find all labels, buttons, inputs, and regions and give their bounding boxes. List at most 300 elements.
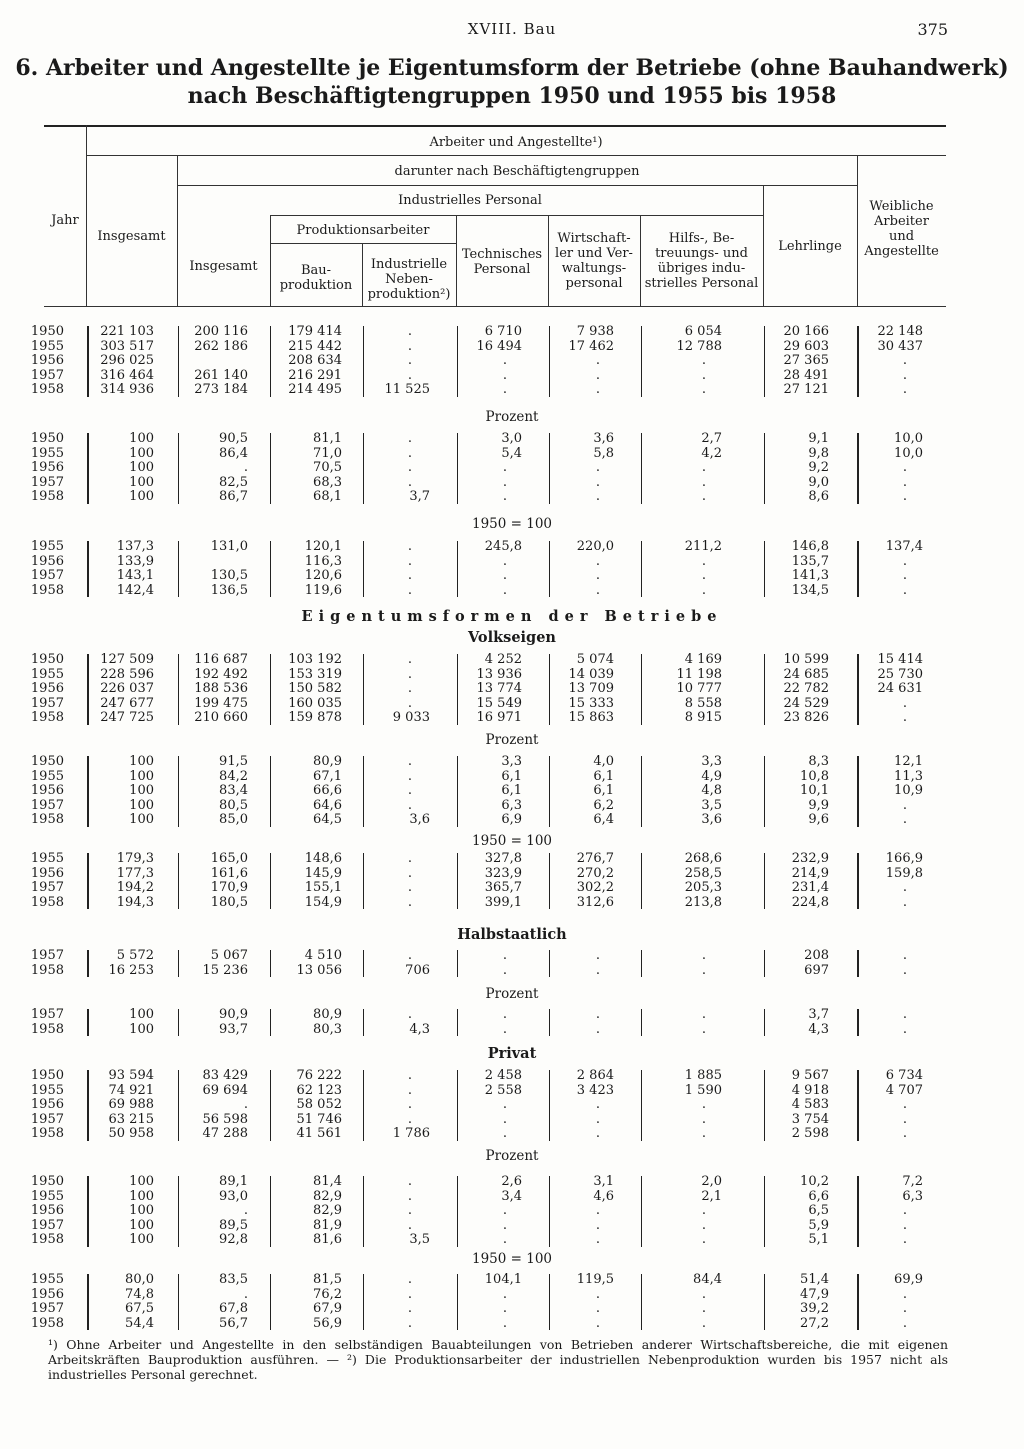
table-row bbox=[0, 949, 1024, 964]
cell-bau: 51 746 bbox=[296, 1111, 342, 1127]
cell-insgesamt: 221 103 bbox=[100, 324, 154, 339]
cell-insgesamt-ind: 130,5 bbox=[210, 568, 248, 584]
block-heading-privat: Privat bbox=[487, 1045, 537, 1062]
cell-insgesamt: 74,8 bbox=[125, 1286, 154, 1302]
cell-bau: 81,5 bbox=[313, 1272, 342, 1287]
running-head bbox=[0, 20, 1024, 42]
cell-bau: 70,5 bbox=[313, 460, 342, 476]
cell-insgesamt: 127 509 bbox=[100, 652, 154, 667]
cell-wirt: . bbox=[595, 460, 601, 476]
cell-bau: 64,6 bbox=[313, 797, 342, 813]
table-row bbox=[0, 1273, 1024, 1288]
cell-year: 1958 bbox=[30, 1126, 64, 1142]
cell-year: 1956 bbox=[30, 1286, 64, 1302]
cell-weib: . bbox=[902, 1111, 908, 1127]
table-row bbox=[0, 697, 1024, 712]
cell-weib: . bbox=[902, 582, 908, 598]
cell-tech: . bbox=[502, 962, 508, 978]
cell-year: 1958 bbox=[30, 812, 64, 828]
cell-hilfs: . bbox=[701, 489, 707, 505]
table-row bbox=[0, 784, 1024, 799]
table-row bbox=[0, 432, 1024, 447]
table-row bbox=[0, 813, 1024, 828]
cell-weib: . bbox=[902, 1301, 908, 1317]
cell-bau: 64,5 bbox=[313, 812, 342, 828]
cell-year: 1957 bbox=[30, 797, 64, 813]
cell-neben: . bbox=[407, 460, 413, 476]
cell-bau: 159 878 bbox=[288, 710, 342, 726]
col-header-tech bbox=[456, 247, 548, 277]
cell-tech: . bbox=[502, 1097, 508, 1113]
cell-tech: . bbox=[502, 1286, 508, 1302]
cell-neben: . bbox=[407, 880, 413, 896]
cell-weib: . bbox=[902, 382, 908, 398]
cell-insgesamt-ind: 200 116 bbox=[194, 324, 248, 339]
cell-bau: 68,1 bbox=[313, 489, 342, 505]
cell-wirt: . bbox=[595, 1286, 601, 1302]
cell-bau: 62 123 bbox=[296, 1082, 342, 1098]
cell-neben: . bbox=[407, 768, 413, 784]
cell-insgesamt-ind: 170,9 bbox=[210, 880, 248, 896]
cell-wirt: 15 333 bbox=[568, 695, 614, 711]
cell-wirt: 302,2 bbox=[576, 880, 614, 896]
col-header-insgesamt-ind: Insgesamt bbox=[189, 259, 258, 274]
cell-insgesamt-ind: 86,4 bbox=[219, 445, 248, 461]
cell-lehr: 28 491 bbox=[783, 367, 829, 383]
footnote: ¹) Ohne Arbeiter und Angestellte in den selbständigen Bauabteilungen von Betrieben anderer Wirtschaftsbereiche, die mit eigenen Arbeitskräften Bauproduktion ausführen. — ²) Die Produktionsarbeiter der industriellen Nebenproduktion wurden bis 1957 nicht als industrielles Personal gerechnet. bbox=[48, 1337, 948, 1382]
cell-tech: . bbox=[502, 582, 508, 598]
cell-wirt: 15 863 bbox=[568, 710, 614, 726]
cell-bau: 82,9 bbox=[313, 1188, 342, 1204]
col-header-hilfs-line: Hilfs-, Be- bbox=[668, 231, 735, 246]
table-row bbox=[0, 1069, 1024, 1084]
cell-neben: . bbox=[407, 1111, 413, 1127]
cell-bau: 103 192 bbox=[288, 652, 342, 667]
cell-tech: 6,3 bbox=[501, 797, 522, 813]
cell-tech: . bbox=[502, 489, 508, 505]
cell-hilfs: 205,3 bbox=[684, 880, 722, 896]
header-rule bbox=[177, 185, 857, 186]
cell-insgesamt: 143,1 bbox=[116, 568, 154, 584]
cell-insgesamt-ind: 91,5 bbox=[219, 754, 248, 769]
cell-insgesamt: 100 bbox=[129, 1174, 154, 1189]
cell-neben: . bbox=[407, 695, 413, 711]
cell-lehr: 146,8 bbox=[791, 539, 829, 554]
cell-weib: . bbox=[902, 1126, 908, 1142]
cell-tech: . bbox=[502, 553, 508, 569]
cell-neben: 11 525 bbox=[384, 382, 430, 398]
cell-weib: . bbox=[902, 474, 908, 490]
cell-tech: 6 710 bbox=[484, 324, 522, 339]
cell-hilfs: 3,6 bbox=[701, 812, 722, 828]
cell-insgesamt-ind: 116 687 bbox=[194, 652, 248, 667]
cell-weib: 7,2 bbox=[902, 1174, 923, 1189]
cell-lehr: 51,4 bbox=[800, 1272, 829, 1287]
table-row bbox=[0, 668, 1024, 683]
table-row bbox=[0, 852, 1024, 867]
cell-lehr: 3,7 bbox=[808, 1007, 829, 1022]
cell-wirt: 5,8 bbox=[593, 445, 614, 461]
cell-wirt: 6,1 bbox=[593, 783, 614, 799]
cell-weib: 137,4 bbox=[885, 539, 923, 554]
col-header-neben bbox=[362, 257, 456, 302]
cell-year: 1958 bbox=[30, 1232, 64, 1248]
table-row bbox=[0, 369, 1024, 384]
cell-hilfs: 2,1 bbox=[701, 1188, 722, 1204]
cell-weib: . bbox=[902, 353, 908, 369]
cell-insgesamt-ind: 83,4 bbox=[219, 783, 248, 799]
cell-weib: 10,9 bbox=[894, 783, 923, 799]
cell-neben: . bbox=[407, 539, 413, 554]
block-heading-prozent: Prozent bbox=[485, 732, 539, 748]
cell-insgesamt-ind: 161,6 bbox=[210, 865, 248, 881]
col-header-neben-line: produktion²) bbox=[367, 287, 451, 302]
cell-neben: 3,6 bbox=[409, 812, 430, 828]
cell-tech: . bbox=[502, 1021, 508, 1037]
cell-weib: 11,3 bbox=[894, 768, 923, 784]
table-row bbox=[0, 711, 1024, 726]
cell-year: 1957 bbox=[30, 948, 64, 963]
cell-weib: 6 734 bbox=[885, 1068, 923, 1083]
table-row bbox=[0, 1023, 1024, 1038]
table-row bbox=[0, 555, 1024, 570]
cell-neben: . bbox=[407, 582, 413, 598]
cell-tech: 3,0 bbox=[501, 431, 522, 446]
cell-year: 1950 bbox=[30, 1174, 64, 1189]
cell-insgesamt: 74 921 bbox=[108, 1082, 154, 1098]
cell-year: 1956 bbox=[30, 1203, 64, 1219]
cell-hilfs: . bbox=[701, 1203, 707, 1219]
col-header-group: Arbeiter und Angestellte¹) bbox=[429, 135, 603, 150]
col-header-insgesamt: Insgesamt bbox=[97, 229, 166, 244]
col-header-wirt bbox=[548, 231, 640, 291]
cell-year: 1957 bbox=[30, 880, 64, 896]
col-header-tech-line: Personal bbox=[473, 262, 531, 277]
cell-bau: 80,9 bbox=[313, 754, 342, 769]
cell-insgesamt-ind: 180,5 bbox=[210, 894, 248, 910]
cell-hilfs: . bbox=[701, 1126, 707, 1142]
cell-weib: . bbox=[902, 1217, 908, 1233]
cell-hilfs: . bbox=[701, 1097, 707, 1113]
cell-wirt: . bbox=[595, 962, 601, 978]
header-top-rule bbox=[44, 125, 946, 127]
cell-lehr: 27 365 bbox=[783, 353, 829, 369]
cell-lehr: 27 121 bbox=[783, 382, 829, 398]
cell-hilfs: 11 198 bbox=[676, 666, 722, 682]
cell-neben: 4,3 bbox=[409, 1021, 430, 1037]
cell-insgesamt: 247 677 bbox=[100, 695, 154, 711]
cell-insgesamt: 296 025 bbox=[100, 353, 154, 369]
block-heading-index: 1950 = 100 bbox=[471, 833, 553, 849]
cell-neben: . bbox=[407, 1203, 413, 1219]
col-header-hilfs-line: treuungs- und bbox=[655, 246, 748, 261]
cell-weib: 30 437 bbox=[877, 338, 923, 354]
cell-hilfs: 8 558 bbox=[684, 695, 722, 711]
table-row bbox=[0, 1113, 1024, 1128]
cell-tech: 13 936 bbox=[476, 666, 522, 682]
cell-tech: 327,8 bbox=[484, 851, 522, 866]
col-header-wirt-line: ler und Ver- bbox=[555, 246, 633, 261]
cell-weib: 69,9 bbox=[894, 1272, 923, 1287]
cell-year: 1956 bbox=[30, 553, 64, 569]
col-header-weiblich bbox=[857, 199, 946, 259]
cell-hilfs: . bbox=[701, 962, 707, 978]
cell-wirt: 6,4 bbox=[593, 812, 614, 828]
cell-hilfs: 268,6 bbox=[684, 851, 722, 866]
cell-weib: . bbox=[902, 1021, 908, 1037]
table-row bbox=[0, 1084, 1024, 1099]
block-heading-volkseigen: Volkseigen bbox=[468, 629, 556, 646]
cell-tech: 13 774 bbox=[476, 681, 522, 697]
cell-insgesamt: 54,4 bbox=[125, 1315, 154, 1331]
cell-year: 1956 bbox=[30, 865, 64, 881]
table-row bbox=[0, 1190, 1024, 1205]
cell-wirt: 3,6 bbox=[593, 431, 614, 446]
cell-weib: 24 631 bbox=[877, 681, 923, 697]
cell-weib: 25 730 bbox=[877, 666, 923, 682]
cell-insgesamt-ind: 83 429 bbox=[202, 1068, 248, 1083]
cell-hilfs: . bbox=[701, 1021, 707, 1037]
cell-neben: . bbox=[407, 1217, 413, 1233]
cell-insgesamt: 226 037 bbox=[100, 681, 154, 697]
cell-wirt: . bbox=[595, 1021, 601, 1037]
cell-lehr: 27,2 bbox=[800, 1315, 829, 1331]
cell-insgesamt-ind: 69 694 bbox=[202, 1082, 248, 1098]
cell-hilfs: . bbox=[701, 1301, 707, 1317]
cell-hilfs: . bbox=[701, 367, 707, 383]
cell-year: 1956 bbox=[30, 353, 64, 369]
cell-insgesamt: 50 958 bbox=[108, 1126, 154, 1142]
cell-wirt: . bbox=[595, 1126, 601, 1142]
cell-lehr: 6,5 bbox=[808, 1203, 829, 1219]
block-heading-prozent: Prozent bbox=[485, 1148, 539, 1164]
cell-year: 1955 bbox=[30, 1272, 64, 1287]
cell-insgesamt-ind: 92,8 bbox=[219, 1232, 248, 1248]
table-row bbox=[0, 755, 1024, 770]
cell-lehr: 9,9 bbox=[808, 797, 829, 813]
cell-tech: . bbox=[502, 1217, 508, 1233]
cell-lehr: 214,9 bbox=[791, 865, 829, 881]
header-bottom-rule bbox=[44, 306, 946, 307]
cell-hilfs: 4,9 bbox=[701, 768, 722, 784]
cell-year: 1955 bbox=[30, 1082, 64, 1098]
cell-year: 1955 bbox=[30, 768, 64, 784]
cell-tech: 104,1 bbox=[484, 1272, 522, 1287]
cell-hilfs: . bbox=[701, 1217, 707, 1233]
table-row bbox=[0, 653, 1024, 668]
cell-insgesamt: 100 bbox=[129, 1007, 154, 1022]
cell-neben: . bbox=[407, 1082, 413, 1098]
cell-bau: 76,2 bbox=[313, 1286, 342, 1302]
cell-bau: 120,1 bbox=[304, 539, 342, 554]
table-row bbox=[0, 1098, 1024, 1113]
cell-neben: . bbox=[407, 894, 413, 910]
cell-tech: 6,1 bbox=[501, 783, 522, 799]
col-header-produktion: Produktionsarbeiter bbox=[296, 223, 430, 238]
cell-hilfs: . bbox=[701, 474, 707, 490]
cell-tech: . bbox=[502, 460, 508, 476]
cell-wirt: . bbox=[595, 353, 601, 369]
cell-year: 1957 bbox=[30, 367, 64, 383]
cell-lehr: 10,1 bbox=[800, 783, 829, 799]
col-header-bau-line: Bau- bbox=[300, 263, 332, 278]
table-row bbox=[0, 867, 1024, 882]
col-header-wirt-line: personal bbox=[565, 276, 623, 291]
cell-tech: 2 458 bbox=[484, 1068, 522, 1083]
cell-tech: 6,9 bbox=[501, 812, 522, 828]
cell-tech: . bbox=[502, 474, 508, 490]
cell-insgesamt-ind: . bbox=[243, 1203, 248, 1219]
cell-neben: . bbox=[407, 1007, 413, 1022]
cell-wirt: 7 938 bbox=[576, 324, 614, 339]
cell-insgesamt-ind: 165,0 bbox=[210, 851, 248, 866]
table-row bbox=[0, 1127, 1024, 1142]
cell-bau: 150 582 bbox=[288, 681, 342, 697]
cell-weib: . bbox=[902, 1286, 908, 1302]
cell-bau: 13 056 bbox=[296, 962, 342, 978]
cell-wirt: . bbox=[595, 553, 601, 569]
cell-neben: . bbox=[407, 1174, 413, 1189]
cell-year: 1956 bbox=[30, 460, 64, 476]
table-row bbox=[0, 799, 1024, 814]
cell-hilfs: 258,5 bbox=[684, 865, 722, 881]
cell-bau: 119,6 bbox=[304, 582, 342, 598]
cell-lehr: 22 782 bbox=[783, 681, 829, 697]
cell-lehr: 10,8 bbox=[800, 768, 829, 784]
cell-insgesamt: 67,5 bbox=[125, 1301, 154, 1317]
cell-insgesamt-ind: 192 492 bbox=[194, 666, 248, 682]
cell-neben: 9 033 bbox=[392, 710, 430, 726]
cell-weib: . bbox=[902, 460, 908, 476]
col-header-hilfs-line: strielles Personal bbox=[644, 276, 759, 291]
cell-weib: 4 707 bbox=[885, 1082, 923, 1098]
cell-bau: 215 442 bbox=[288, 338, 342, 354]
cell-hilfs: . bbox=[701, 948, 707, 963]
cell-bau: 80,9 bbox=[313, 1007, 342, 1022]
header-rule bbox=[270, 243, 456, 244]
cell-lehr: 224,8 bbox=[791, 894, 829, 910]
cell-neben: . bbox=[407, 851, 413, 866]
cell-wirt: 4,0 bbox=[593, 754, 614, 769]
cell-lehr: 4 918 bbox=[791, 1082, 829, 1098]
cell-year: 1950 bbox=[30, 431, 64, 446]
block-heading-index: 1950 = 100 bbox=[471, 1251, 553, 1267]
cell-neben: . bbox=[407, 754, 413, 769]
cell-weib: . bbox=[902, 880, 908, 896]
cell-hilfs: . bbox=[701, 1007, 707, 1022]
cell-neben: . bbox=[407, 324, 413, 339]
cell-neben: 706 bbox=[405, 962, 430, 978]
cell-wirt: 270,2 bbox=[576, 865, 614, 881]
cell-lehr: 3 754 bbox=[791, 1111, 829, 1127]
cell-insgesamt-ind: 85,0 bbox=[219, 812, 248, 828]
cell-wirt: 119,5 bbox=[576, 1272, 614, 1287]
cell-lehr: 697 bbox=[804, 962, 829, 978]
cell-year: 1958 bbox=[30, 1315, 64, 1331]
cell-insgesamt-ind: 188 536 bbox=[194, 681, 248, 697]
cell-tech: 5,4 bbox=[501, 445, 522, 461]
cell-lehr: 9,6 bbox=[808, 812, 829, 828]
cell-insgesamt: 100 bbox=[129, 445, 154, 461]
cell-bau: 66,6 bbox=[313, 783, 342, 799]
cell-lehr: 141,3 bbox=[791, 568, 829, 584]
cell-wirt: . bbox=[595, 1232, 601, 1248]
block-heading-prozent: Prozent bbox=[485, 986, 539, 1002]
cell-neben: . bbox=[407, 568, 413, 584]
cell-year: 1958 bbox=[30, 489, 64, 505]
col-header-weiblich-line: Arbeiter bbox=[874, 214, 929, 229]
section-title: XVIII. Bau bbox=[467, 20, 557, 38]
cell-year: 1958 bbox=[30, 1021, 64, 1037]
cell-hilfs: 4,8 bbox=[701, 783, 722, 799]
col-header-neben-line: Industrielle bbox=[370, 257, 448, 272]
cell-insgesamt-ind: 210 660 bbox=[194, 710, 248, 726]
cell-wirt: . bbox=[595, 489, 601, 505]
cell-wirt: 6,1 bbox=[593, 768, 614, 784]
cell-insgesamt: 80,0 bbox=[125, 1272, 154, 1287]
table-row bbox=[0, 1219, 1024, 1234]
cell-lehr: 47,9 bbox=[800, 1286, 829, 1302]
cell-insgesamt: 194,2 bbox=[116, 880, 154, 896]
cell-weib: . bbox=[902, 948, 908, 963]
cell-year: 1950 bbox=[30, 324, 64, 339]
cell-insgesamt: 69 988 bbox=[108, 1097, 154, 1113]
cell-year: 1956 bbox=[30, 681, 64, 697]
cell-insgesamt: 137,3 bbox=[116, 539, 154, 554]
cell-lehr: 6,6 bbox=[808, 1188, 829, 1204]
cell-hilfs: 6 054 bbox=[684, 324, 722, 339]
table-row bbox=[0, 1204, 1024, 1219]
cell-neben: . bbox=[407, 797, 413, 813]
cell-neben: . bbox=[407, 652, 413, 667]
cell-weib: 15 414 bbox=[877, 652, 923, 667]
cell-weib: 22 148 bbox=[877, 324, 923, 339]
cell-insgesamt-ind: 261 140 bbox=[194, 367, 248, 383]
cell-year: 1957 bbox=[30, 1007, 64, 1022]
cell-insgesamt: 63 215 bbox=[108, 1111, 154, 1127]
cell-wirt: . bbox=[595, 1217, 601, 1233]
cell-lehr: 231,4 bbox=[791, 880, 829, 896]
col-header-industriell: Industrielles Personal bbox=[398, 193, 542, 208]
cell-year: 1950 bbox=[30, 754, 64, 769]
cell-hilfs: . bbox=[701, 460, 707, 476]
table-row bbox=[0, 461, 1024, 476]
cell-insgesamt: 16 253 bbox=[108, 962, 154, 978]
cell-insgesamt: 316 464 bbox=[100, 367, 154, 383]
cell-wirt: . bbox=[595, 1203, 601, 1219]
cell-insgesamt: 100 bbox=[129, 797, 154, 813]
cell-neben: . bbox=[407, 474, 413, 490]
cell-tech: 323,9 bbox=[484, 865, 522, 881]
cell-tech: 2,6 bbox=[501, 1174, 522, 1189]
cell-insgesamt: 100 bbox=[129, 489, 154, 505]
cell-insgesamt-ind: 67,8 bbox=[219, 1301, 248, 1317]
table-row bbox=[0, 682, 1024, 697]
cell-bau: 160 035 bbox=[288, 695, 342, 711]
cell-bau: 154,9 bbox=[304, 894, 342, 910]
cell-insgesamt: 100 bbox=[129, 431, 154, 446]
cell-bau: 216 291 bbox=[288, 367, 342, 383]
cell-insgesamt-ind: 89,1 bbox=[219, 1174, 248, 1189]
cell-tech: . bbox=[502, 1007, 508, 1022]
table-row bbox=[0, 1317, 1024, 1332]
cell-insgesamt-ind: 199 475 bbox=[194, 695, 248, 711]
cell-bau: 41 561 bbox=[296, 1126, 342, 1142]
cell-wirt: 6,2 bbox=[593, 797, 614, 813]
cell-insgesamt: 100 bbox=[129, 783, 154, 799]
cell-year: 1958 bbox=[30, 582, 64, 598]
cell-bau: 80,3 bbox=[313, 1021, 342, 1037]
